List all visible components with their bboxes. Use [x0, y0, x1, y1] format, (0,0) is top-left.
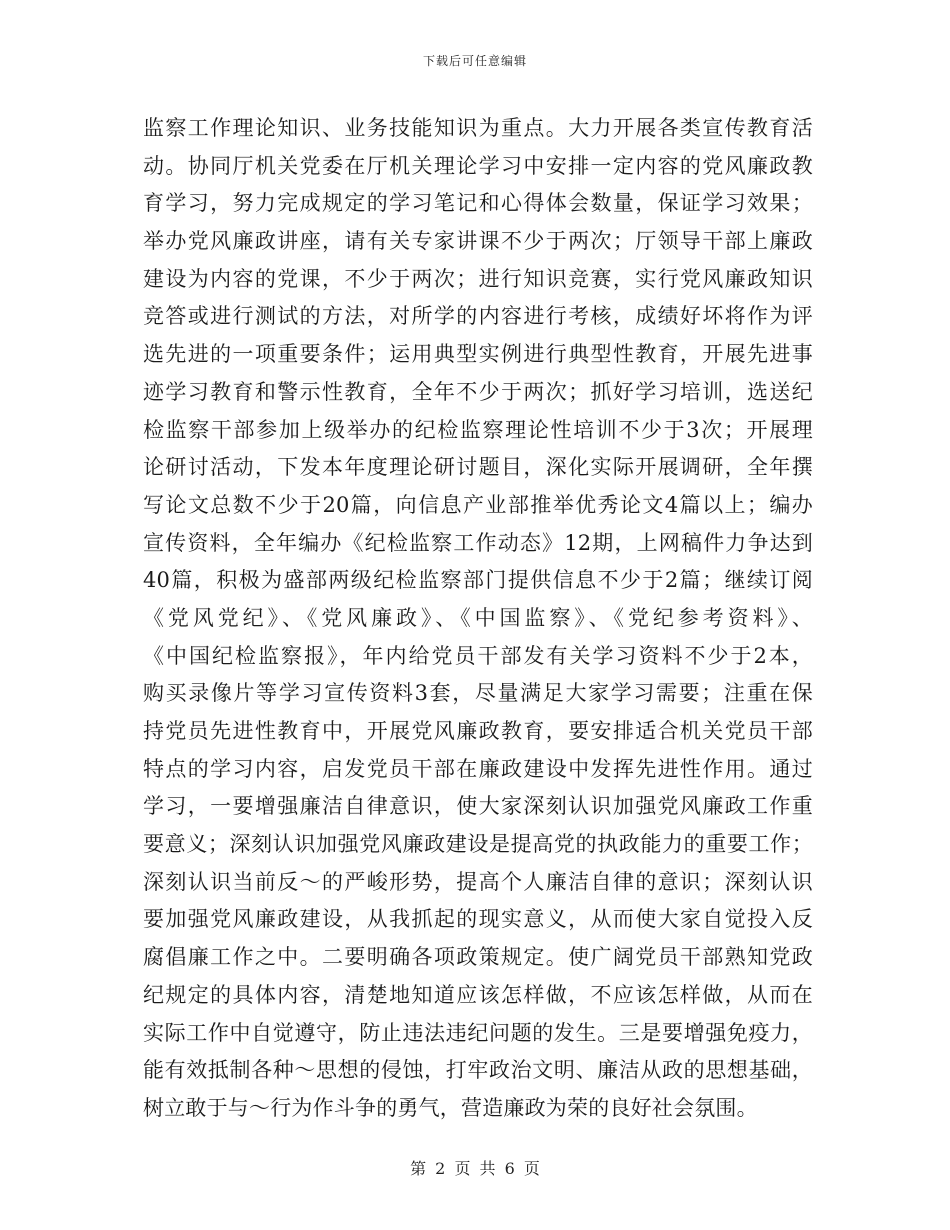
body-line: 建设为内容的党课，不少于两次；进行知识竞赛，实行党风廉政知识: [143, 266, 813, 291]
body-line: 动。协同厅机关党委在厅机关理论学习中安排一定内容的党风廉政教: [143, 153, 813, 178]
body-line: 深刻认识当前反～的严峻形势，提高个人廉洁自律的意识；深刻认识: [143, 869, 813, 894]
body-line: 迹学习教育和警示性教育，全年不少于两次；抓好学习培训，选送纪: [143, 379, 813, 404]
page-header: 下载后可任意编辑: [422, 54, 527, 68]
body-line: 检监察干部参加上级举办的纪检监察理论性培训不少于3次；开展理: [143, 417, 813, 442]
body-line: 40篇，积极为盛部两级纪检监察部门提供信息不少于2篇；继续订阅: [143, 568, 813, 593]
document-body: [143, 110, 813, 1128]
body-line: 选先进的一项重要条件；运用典型实例进行典型性教育，开展先进事: [143, 342, 813, 367]
body-line: 特点的学习内容，启发党员干部在廉政建设中发挥先进性作用。通过: [143, 756, 813, 781]
body-line: 监察工作理论知识、业务技能知识为重点。大力开展各类宣传教育活: [143, 116, 813, 140]
body-line: 写论文总数不少于20篇，向信息产业部推举优秀论文4篇以上；编办: [143, 492, 813, 517]
body-line: 实际工作中自觉遵守，防止违法违纪问题的发生。三是要增强免疫力，: [143, 1020, 813, 1045]
body-line: 《中国纪检监察报》，年内给党员干部发有关学习资料不少于2本，: [143, 643, 813, 668]
body-line: 举办党风廉政讲座，请有关专家讲课不少于两次；厅领导干部上廉政: [143, 229, 813, 254]
body-line: 腐倡廉工作之中。二要明确各项政策规定。使广阔党员干部熟知党政: [143, 945, 813, 970]
body-line: 纪规定的具体内容，清楚地知道应该怎样做，不应该怎样做，从而在: [143, 982, 813, 1007]
body-line: 购买录像片等学习宣传资料3套，尽量满足大家学习需要；注重在保: [143, 681, 813, 706]
body-line: 竞答或进行测试的方法，对所学的内容进行考核，成绩好坏将作为评: [143, 304, 813, 329]
body-line: 持党员先进性教育中，开展党风廉政教育，要安排适合机关党员干部: [143, 719, 813, 743]
body-line: 学习，一要增强廉洁自律意识，使大家深刻认识加强党风廉政工作重: [143, 794, 813, 819]
body-line: 能有效抵制各种～思想的侵蚀，打牢政治文明、廉洁从政的思想基础，: [143, 1058, 813, 1083]
body-line: 《党风党纪》、《党风廉政》、《中国监察》、《党纪参考资料》、: [143, 605, 813, 630]
body-line: 要加强党风廉政建设，从我抓起的现实意义，从而使大家自觉投入反: [143, 907, 813, 932]
body-line: 论研讨活动，下发本年度理论研讨题目，深化实际开展调研，全年撰: [143, 455, 813, 480]
body-line: 宣传资料，全年编办《纪检监察工作动态》12期，上网稿件力争达到: [143, 530, 813, 555]
body-line: 育学习，努力完成规定的学习笔记和心得体会数量，保证学习效果；: [143, 191, 813, 216]
page-number: 第 2 页 共 6 页: [410, 1159, 540, 1178]
body-line: 要意义；深刻认识加强党风廉政建设是提高党的执政能力的重要工作；: [143, 832, 813, 857]
body-line: 树立敢于与～行为作斗争的勇气，营造廉政为荣的良好社会氛围。: [143, 1095, 758, 1120]
